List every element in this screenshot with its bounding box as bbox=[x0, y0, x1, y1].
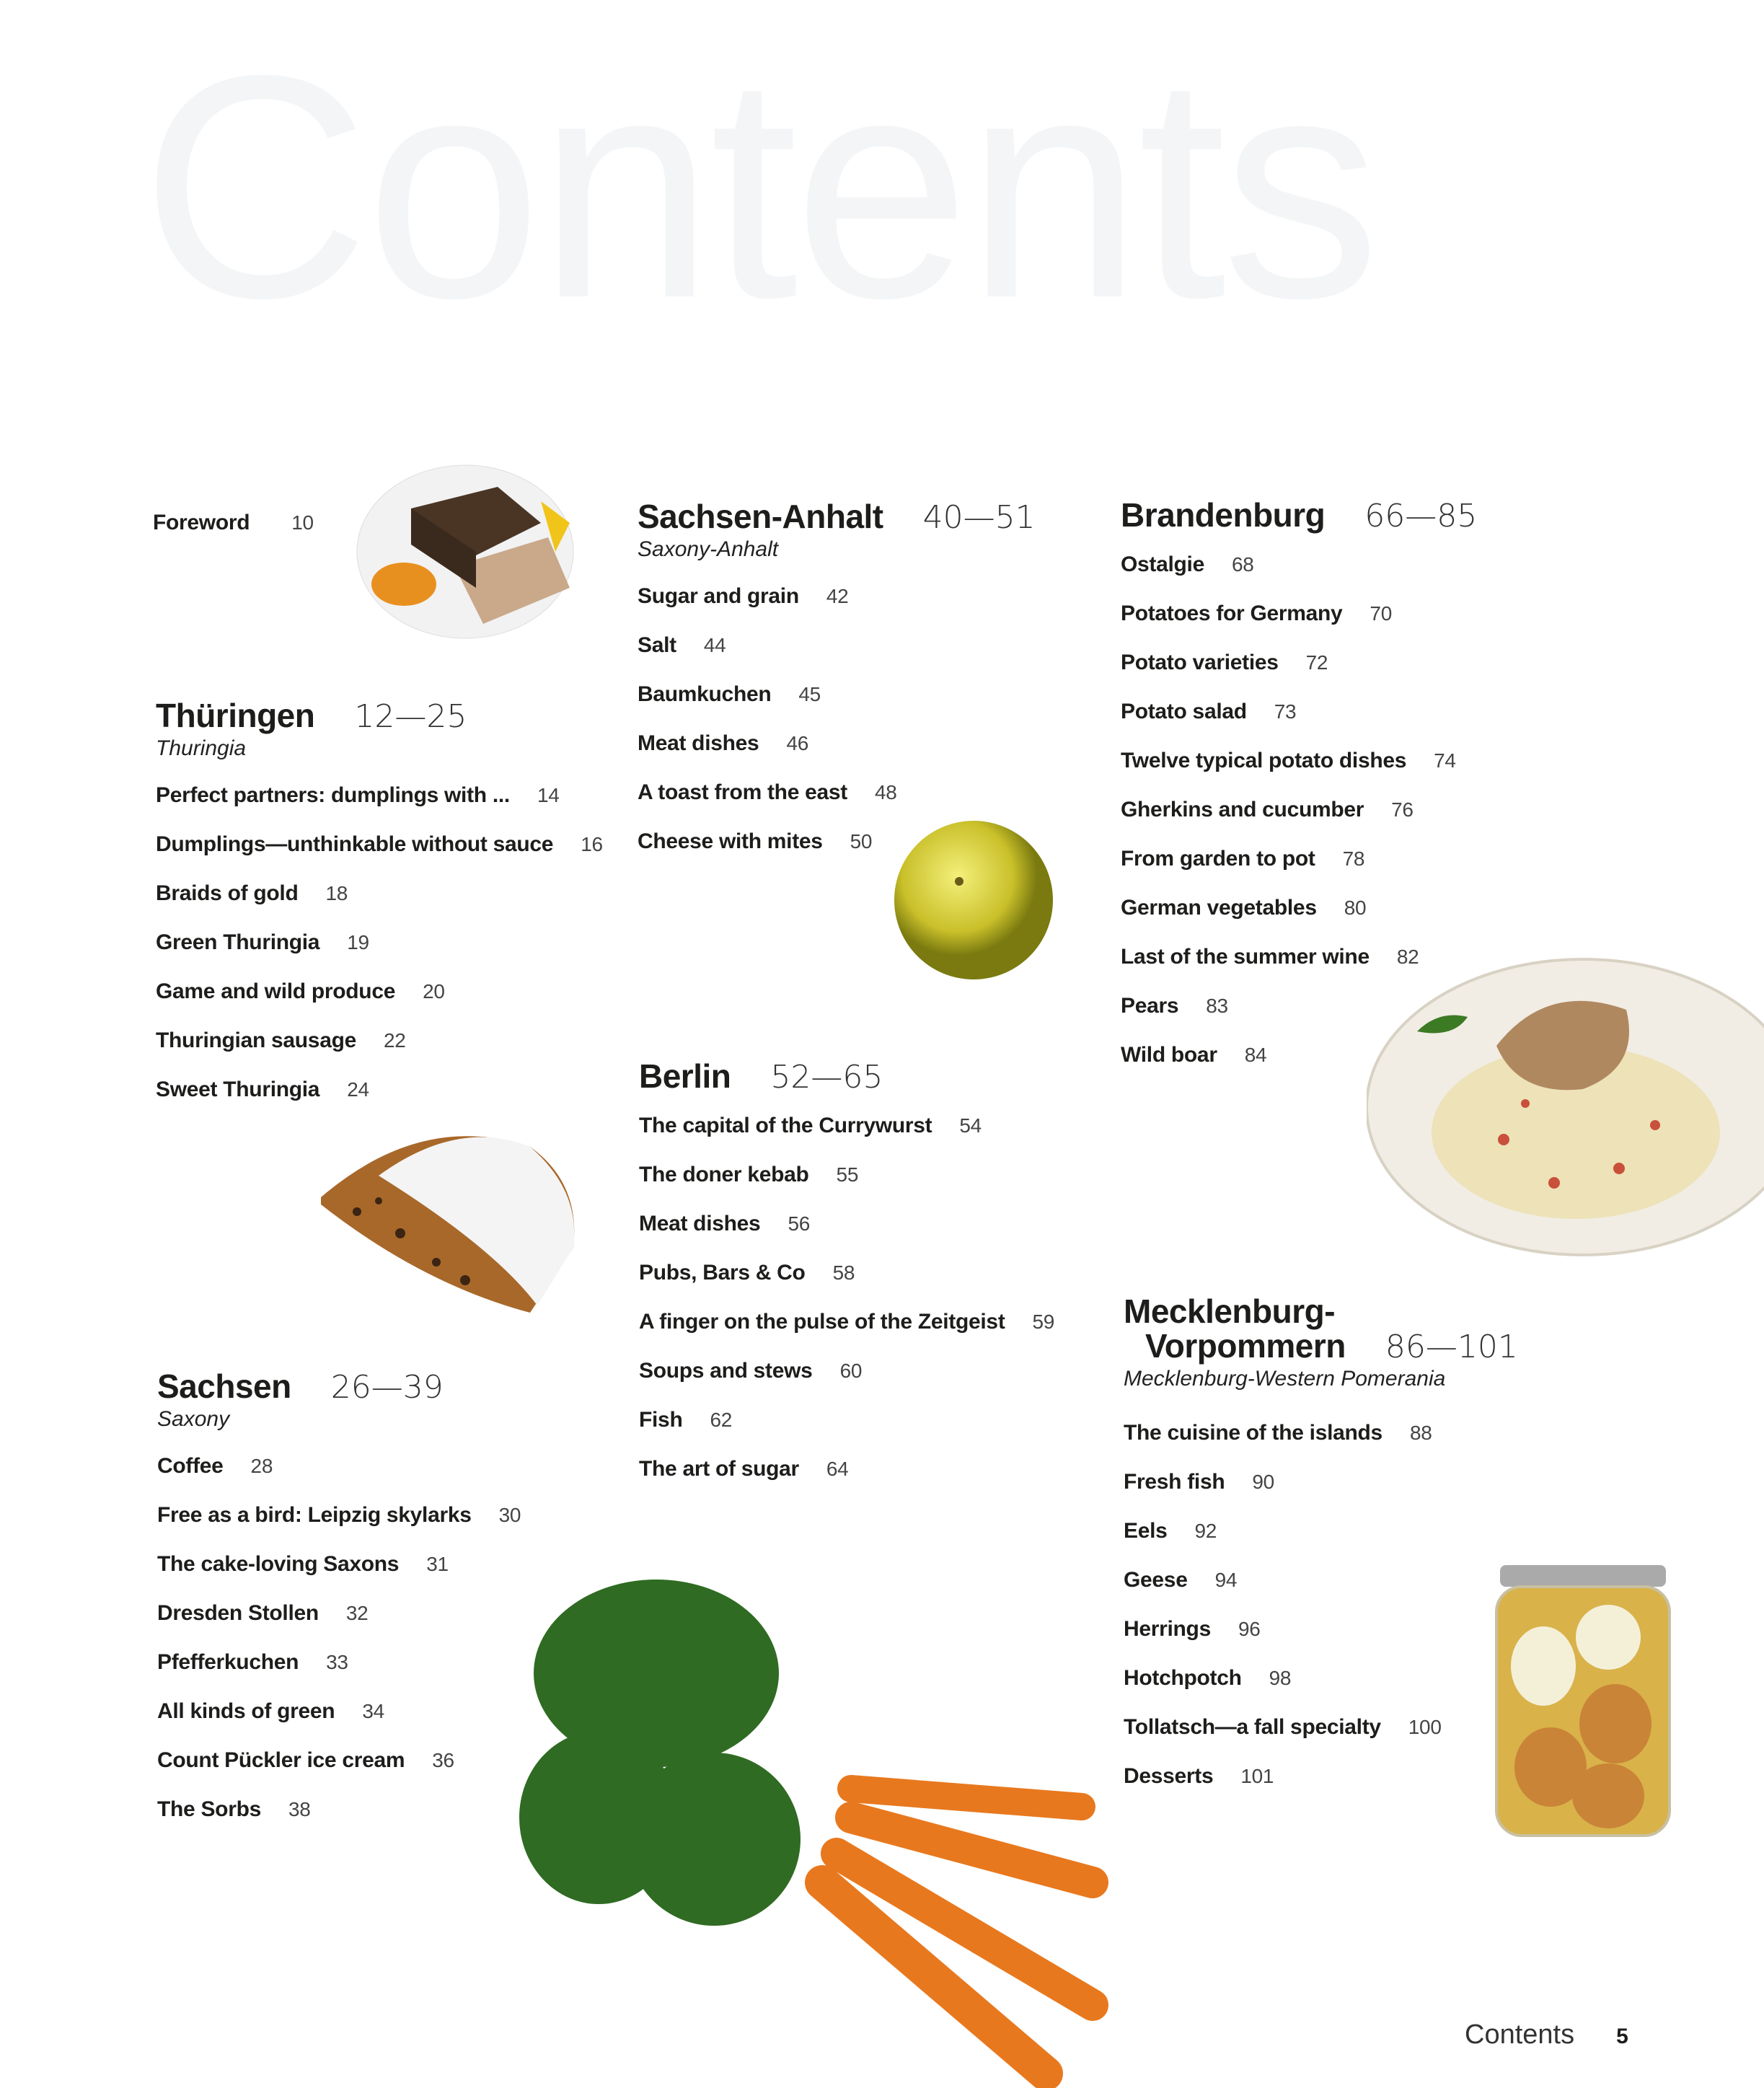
toc-entry-page: 50 bbox=[850, 830, 873, 853]
toc-entry-label: The capital of the Currywurst bbox=[639, 1114, 932, 1138]
toc-entry-label: Gherkins and cucumber bbox=[1121, 798, 1364, 822]
section-heading bbox=[639, 1059, 1054, 1094]
toc-entry-label: Pubs, Bars & Co bbox=[639, 1261, 806, 1285]
section-title: Sachsen bbox=[157, 1367, 291, 1405]
toc-entry[interactable] bbox=[157, 1736, 521, 1785]
toc-entry-page: 30 bbox=[498, 1504, 521, 1527]
toc-entry-label: Sweet Thuringia bbox=[156, 1078, 320, 1102]
toc-entry-page: 20 bbox=[423, 980, 445, 1003]
toc-entry[interactable] bbox=[156, 918, 603, 967]
section-title: Brandenburg bbox=[1121, 496, 1326, 534]
section-subtitle: Mecklenburg-Western Pomerania bbox=[1124, 1367, 1446, 1391]
toc-entry[interactable] bbox=[156, 1016, 603, 1065]
toc-entry-page: 68 bbox=[1231, 553, 1254, 576]
toc-entry-label: Coffee bbox=[157, 1454, 224, 1479]
toc-entry-page: 80 bbox=[1344, 897, 1367, 920]
toc-entry[interactable] bbox=[1121, 785, 1477, 834]
toc-entry-label: Salt bbox=[638, 633, 676, 658]
toc-entry[interactable] bbox=[1124, 1605, 1518, 1654]
toc-entry-label: A toast from the east bbox=[638, 780, 847, 805]
bread-plate-image bbox=[346, 451, 584, 646]
toc-entry-label: Wild boar bbox=[1121, 1043, 1217, 1067]
toc-entry-label: Sugar and grain bbox=[638, 584, 799, 609]
toc-entry-page: 31 bbox=[426, 1553, 449, 1576]
section-subtitle: Saxony bbox=[157, 1407, 230, 1432]
toc-entry-page: 58 bbox=[832, 1261, 855, 1285]
section-heading-line1 bbox=[1124, 1294, 1518, 1329]
toc-entry-label: Fresh fish bbox=[1124, 1470, 1225, 1494]
section-heading bbox=[1124, 1329, 1518, 1364]
toc-entry[interactable] bbox=[639, 1248, 1054, 1298]
section-page-range: 26—39 bbox=[330, 1369, 444, 1406]
toc-entry-label: Meat dishes bbox=[639, 1212, 761, 1236]
toc-list bbox=[156, 771, 603, 1114]
toc-entry[interactable] bbox=[638, 719, 1036, 768]
toc-entry[interactable] bbox=[639, 1347, 1054, 1396]
toc-entry-page: 46 bbox=[786, 732, 808, 755]
section-sachsen-anhalt bbox=[638, 499, 1036, 866]
toc-entry-label: Fish bbox=[639, 1408, 683, 1432]
toc-entry-page: 92 bbox=[1194, 1520, 1217, 1543]
toc-entry-label: Soups and stews bbox=[639, 1359, 813, 1383]
section-title: Berlin bbox=[639, 1057, 731, 1095]
section-brandenburg bbox=[1121, 498, 1477, 1080]
section-heading bbox=[1121, 498, 1477, 533]
toc-entry[interactable] bbox=[157, 1687, 521, 1736]
toc-entry-label: From garden to pot bbox=[1121, 847, 1315, 871]
toc-entry-label: Desserts bbox=[1124, 1764, 1214, 1789]
toc-entry-page: 55 bbox=[836, 1163, 859, 1186]
toc-entry[interactable] bbox=[157, 1785, 521, 1834]
stollen-image bbox=[314, 1125, 588, 1323]
toc-entry[interactable] bbox=[1121, 540, 1477, 589]
toc-entry-page: 72 bbox=[1305, 651, 1328, 674]
toc-entry[interactable] bbox=[157, 1491, 521, 1540]
toc-entry[interactable] bbox=[1121, 736, 1477, 785]
toc-entry-label: All kinds of green bbox=[157, 1699, 335, 1724]
toc-entry[interactable] bbox=[638, 572, 1036, 621]
toc-entry[interactable] bbox=[156, 967, 603, 1016]
toc-entry-page: 56 bbox=[788, 1212, 810, 1235]
toc-entry-label: Baumkuchen bbox=[638, 682, 772, 707]
toc-entry[interactable] bbox=[157, 1540, 521, 1589]
toc-entry[interactable] bbox=[639, 1298, 1054, 1347]
section-title-line2: Vorpommern bbox=[1145, 1327, 1346, 1365]
page-number: 5 bbox=[1616, 2025, 1628, 2048]
toc-entry-page: 94 bbox=[1214, 1569, 1238, 1592]
section-mecklenburg-vorpommern bbox=[1124, 1294, 1518, 1801]
toc-entry-page: 101 bbox=[1240, 1765, 1274, 1788]
toc-entry[interactable] bbox=[156, 869, 603, 918]
toc-entry-page: 83 bbox=[1206, 995, 1228, 1018]
toc-entry-label: The doner kebab bbox=[639, 1163, 809, 1187]
toc-entry[interactable] bbox=[639, 1445, 1054, 1494]
toc-entry-page: 44 bbox=[703, 634, 726, 657]
section-heading bbox=[638, 499, 1036, 534]
toc-entry[interactable] bbox=[638, 621, 1036, 670]
toc-entry-page: 90 bbox=[1252, 1471, 1274, 1494]
toc-entry-label: The Sorbs bbox=[157, 1797, 261, 1822]
toc-entry[interactable] bbox=[1124, 1409, 1518, 1458]
toc-entry-label: Last of the summer wine bbox=[1121, 945, 1370, 969]
foreword-page: 10 bbox=[291, 511, 314, 534]
toc-entry[interactable] bbox=[639, 1150, 1054, 1199]
contents-watermark-title: Contents bbox=[141, 10, 1377, 364]
toc-entry-page: 70 bbox=[1370, 602, 1392, 625]
section-title: Sachsen-Anhalt bbox=[638, 498, 883, 535]
toc-entry-label: Pears bbox=[1121, 994, 1179, 1018]
toc-entry[interactable] bbox=[1124, 1752, 1518, 1801]
toc-entry-label: The art of sugar bbox=[639, 1457, 799, 1481]
toc-entry-label: Hotchpotch bbox=[1124, 1666, 1242, 1691]
toc-entry[interactable] bbox=[1121, 982, 1477, 1031]
toc-entry[interactable] bbox=[156, 1065, 603, 1114]
toc-entry-label: Tollatsch—a fall specialty bbox=[1124, 1715, 1381, 1740]
toc-entry-label: The cuisine of the islands bbox=[1124, 1421, 1382, 1445]
toc-entry-page: 84 bbox=[1244, 1044, 1267, 1067]
toc-entry[interactable] bbox=[1121, 589, 1477, 638]
section-subtitle: Thuringia bbox=[156, 736, 247, 761]
toc-entry-page: 64 bbox=[826, 1458, 849, 1481]
toc-entry-page: 59 bbox=[1032, 1310, 1055, 1334]
toc-entry-label: German vegetables bbox=[1121, 896, 1317, 920]
section-page-range: 40—51 bbox=[922, 499, 1036, 536]
toc-entry[interactable] bbox=[639, 1199, 1054, 1248]
footer-label: Contents bbox=[1465, 2019, 1575, 2050]
toc-entry-page: 96 bbox=[1238, 1618, 1261, 1641]
toc-entry[interactable] bbox=[156, 771, 603, 820]
toc-entry-label: Cheese with mites bbox=[638, 829, 823, 854]
toc-entry-page: 24 bbox=[347, 1078, 369, 1101]
toc-entry-label: Eels bbox=[1124, 1519, 1168, 1543]
toc-entry[interactable] bbox=[1124, 1507, 1518, 1556]
toc-entry[interactable] bbox=[156, 820, 603, 869]
toc-entry-label: Dumplings—unthinkable without sauce bbox=[156, 832, 554, 857]
toc-entry[interactable] bbox=[1121, 687, 1477, 736]
toc-entry[interactable] bbox=[1121, 834, 1477, 884]
toc-entry-page: 74 bbox=[1434, 749, 1456, 772]
toc-list bbox=[1124, 1409, 1518, 1801]
section-page-range: 52—65 bbox=[770, 1059, 883, 1096]
toc-entry-page: 45 bbox=[798, 683, 821, 706]
toc-entry-label: Potato salad bbox=[1121, 700, 1247, 724]
toc-entry-label: Dresden Stollen bbox=[157, 1601, 319, 1626]
toc-entry-page: 78 bbox=[1342, 847, 1365, 871]
toc-entry-label: Green Thuringia bbox=[156, 930, 320, 955]
toc-entry-page: 19 bbox=[347, 931, 369, 954]
toc-entry-page: 42 bbox=[826, 585, 849, 608]
toc-entry-label: The cake-loving Saxons bbox=[157, 1552, 400, 1577]
toc-entry-page: 33 bbox=[326, 1651, 348, 1674]
toc-entry-page: 34 bbox=[362, 1700, 384, 1723]
toc-list bbox=[1121, 540, 1477, 1080]
carrots-image bbox=[505, 1558, 1111, 2088]
toc-entry-page: 48 bbox=[874, 781, 897, 804]
toc-entry[interactable] bbox=[639, 1396, 1054, 1445]
toc-entry[interactable] bbox=[638, 670, 1036, 719]
toc-entry[interactable] bbox=[157, 1442, 521, 1491]
toc-list bbox=[638, 572, 1036, 866]
toc-entry-page: 28 bbox=[250, 1455, 273, 1478]
toc-entry-page: 98 bbox=[1269, 1667, 1292, 1690]
section-sachsen bbox=[157, 1369, 521, 1834]
toc-entry-page: 62 bbox=[710, 1409, 733, 1432]
toc-entry-page: 60 bbox=[839, 1360, 863, 1383]
toc-entry-label: Geese bbox=[1124, 1568, 1188, 1593]
section-title: Thüringen bbox=[156, 697, 315, 734]
section-heading bbox=[157, 1369, 521, 1404]
toc-entry-label: Thuringian sausage bbox=[156, 1028, 356, 1053]
toc-entry-label: Potatoes for Germany bbox=[1121, 602, 1343, 626]
section-title: Mecklenburg- bbox=[1124, 1292, 1336, 1330]
toc-entry-page: 88 bbox=[1409, 1422, 1432, 1445]
toc-entry-label: Ostalgie bbox=[1121, 552, 1204, 577]
toc-entry[interactable] bbox=[1121, 1031, 1477, 1080]
toc-entry-label: Game and wild produce bbox=[156, 979, 396, 1004]
toc-entry-page: 32 bbox=[345, 1602, 369, 1625]
toc-entry[interactable] bbox=[157, 1638, 521, 1687]
toc-entry-page: 16 bbox=[581, 833, 603, 856]
toc-entry-label: Pfefferkuchen bbox=[157, 1650, 299, 1675]
toc-entry[interactable] bbox=[1124, 1556, 1518, 1605]
toc-entry-label: Free as a bird: Leipzig skylarks bbox=[157, 1503, 472, 1528]
foreword-label: Foreword bbox=[153, 511, 250, 534]
toc-entry[interactable] bbox=[1121, 884, 1477, 933]
section-page-range: 86—101 bbox=[1385, 1329, 1518, 1366]
toc-entry[interactable] bbox=[1121, 933, 1477, 982]
foreword-entry[interactable] bbox=[153, 511, 314, 535]
toc-entry-label: A finger on the pulse of the Zeitgeist bbox=[639, 1310, 1005, 1334]
toc-entry-page: 36 bbox=[432, 1749, 454, 1772]
toc-list bbox=[157, 1442, 521, 1834]
toc-entry[interactable] bbox=[1124, 1703, 1518, 1752]
toc-entry[interactable] bbox=[638, 768, 1036, 817]
toc-entry[interactable] bbox=[1124, 1654, 1518, 1703]
toc-entry-label: Meat dishes bbox=[638, 731, 759, 756]
toc-entry-page: 18 bbox=[325, 882, 348, 905]
toc-entry-page: 76 bbox=[1391, 798, 1414, 821]
toc-entry-page: 14 bbox=[537, 784, 560, 807]
toc-entry-page: 100 bbox=[1408, 1716, 1442, 1739]
toc-entry-page: 54 bbox=[959, 1114, 982, 1137]
toc-entry-label: Count Pückler ice cream bbox=[157, 1748, 405, 1773]
section-heading bbox=[156, 698, 603, 734]
toc-entry[interactable] bbox=[639, 1101, 1054, 1150]
section-page-range: 12—25 bbox=[354, 698, 467, 735]
toc-entry-page: 73 bbox=[1274, 700, 1297, 723]
toc-list bbox=[639, 1101, 1054, 1494]
toc-entry[interactable] bbox=[1124, 1458, 1518, 1507]
toc-entry[interactable] bbox=[638, 817, 1036, 866]
toc-entry[interactable] bbox=[1121, 638, 1477, 687]
toc-entry-label: Braids of gold bbox=[156, 881, 299, 906]
toc-entry-label: Potato varieties bbox=[1121, 651, 1279, 675]
section-subtitle: Saxony-Anhalt bbox=[638, 537, 779, 562]
toc-entry-page: 38 bbox=[288, 1798, 311, 1821]
toc-entry-label: Herrings bbox=[1124, 1617, 1211, 1642]
page-footer bbox=[1465, 2019, 1628, 2050]
toc-entry[interactable] bbox=[157, 1589, 521, 1638]
section-thueringen bbox=[156, 698, 603, 1114]
toc-entry-label: Perfect partners: dumplings with ... bbox=[156, 783, 510, 808]
toc-entry-page: 82 bbox=[1396, 946, 1419, 969]
toc-entry-label: Twelve typical potato dishes bbox=[1121, 749, 1407, 773]
toc-entry-page: 22 bbox=[384, 1029, 406, 1052]
section-berlin bbox=[639, 1059, 1054, 1494]
section-page-range: 66—85 bbox=[1364, 498, 1478, 534]
